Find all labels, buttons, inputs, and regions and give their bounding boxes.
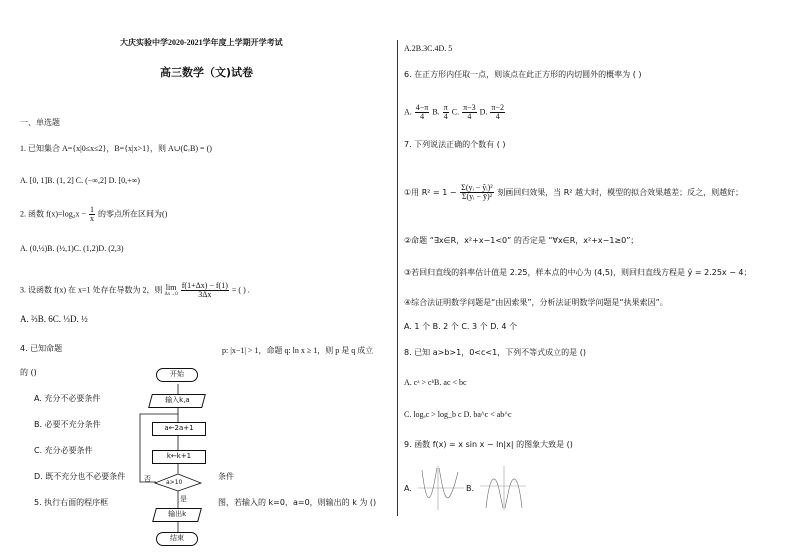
q6-option-a: [415, 104, 430, 121]
q7-statement-4: ④综合法证明数学问题是“由因索果”，分析法证明数学问题是“执果索因”。: [404, 298, 668, 307]
flow-input-label: 输入k,a: [164, 396, 190, 404]
q6-d-den: 4: [495, 112, 500, 121]
q4-option-c: C. 充分必要条件: [34, 446, 93, 455]
q5-tail: 图，若输入的 k=0，a=0，则输出的 k 为 (): [218, 498, 377, 507]
q2-options: A. (0,½)B. (½,1)C. (1,2)D. (2,3): [20, 244, 124, 253]
q1-text: 1. 已知集合 A={x|0≤x≤2}，B={x|x>1}，则 A∪(∁ᵣB) = (): [20, 144, 212, 153]
q3-frac-num: f(1+Δx) − f(1): [181, 281, 228, 290]
section-title: 一、单选题: [20, 118, 60, 127]
q6-a-num: 4−π: [415, 103, 429, 112]
q9-option-b-label: B.: [466, 484, 475, 493]
q7-s1-before: ①用 R² = 1 −: [404, 188, 457, 197]
q6-d-num: π−2: [491, 103, 504, 112]
q2-frac-num: 1: [90, 205, 95, 214]
q2-text-before: 2. 函数 f(x)=log₂x −: [20, 209, 87, 219]
q4-condition: p: |x−1| > 1，命题 q: ln x ≥ 1，则 p 是 q 成立: [222, 346, 374, 355]
q6-b-num: π: [443, 103, 448, 112]
q2-text-after: 的零点所在区间为(): [98, 209, 168, 219]
q7-options: A. 1 个 B. 2 个 C. 3 个 D. 4 个: [404, 322, 518, 331]
q6-b-den: 4: [443, 112, 448, 121]
q6-option-b: [443, 104, 449, 121]
q6-c-den: 4: [467, 112, 472, 121]
q9-option-a-label: A.: [404, 484, 412, 493]
school-title: 大庆实验中学2020-2021学年度上学期开学考试: [120, 38, 283, 47]
q7-s1-den: Σ(yᵢ − ȳ)²: [461, 192, 493, 201]
q4-option-d: D. 既不充分也不必要条件: [34, 472, 126, 481]
q7-statement-3: ③若回归直线的斜率估计值是 2.25，样本点的中心为 (4,5)，则回归直线方程是 ŷ = 2.25x − 4；: [404, 268, 752, 277]
q8-options-cd: C. logₐc > log_b c D. ba^c < ab^c: [404, 410, 512, 419]
q8-text: 8. 已知 a>b>1，0<c<1，下列不等式成立的是 (): [404, 348, 586, 357]
flow-output-label: 输出k: [168, 510, 187, 518]
q9-text: 9. 函数 f(x) = x sin x − ln|x| 的图象大致是 (): [404, 440, 573, 449]
q9-graph-b: [480, 464, 526, 510]
q5-text: 5. 执行右面的程序框: [34, 498, 109, 507]
q3-options: A. ⅔B. 6C. ⅓D. ½: [20, 314, 88, 324]
q3-text-after: = ( ) .: [231, 285, 250, 295]
column-divider: [397, 40, 398, 516]
q3-lim: lim: [165, 282, 177, 292]
q7-statement-2: ②命题 “∃x∈R，x²+x−1<0” 的否定是 “∀x∈R，x²+x−1≥0”；: [404, 236, 639, 245]
q2-frac-den: x: [90, 214, 95, 223]
q3-text-before: 3. 设函数 f(x) 在 x=1 处存在导数为 2，则: [20, 285, 163, 295]
q7-s1-num: Σ(yᵢ − ŷᵢ)²: [461, 183, 493, 192]
q4-option-a: A. 充分不必要条件: [34, 394, 101, 403]
q5-options: A.2B.3C.4D. 5: [404, 44, 453, 53]
q2-stem: [20, 206, 167, 223]
q3-lim-sub: Δx→0: [164, 291, 178, 297]
flow-step2: k←k+1: [152, 450, 206, 464]
flow-end: 结束: [156, 532, 198, 546]
flow-no-label: 否: [144, 475, 151, 483]
q6-a-den: 4: [420, 112, 425, 121]
q8-options-ab: A. cᵃ > cᵇB. ac < bc: [404, 378, 467, 387]
flow-start: 开始: [156, 368, 198, 382]
q6-c-num: π−3: [463, 103, 476, 112]
q3-stem: [20, 282, 250, 299]
flow-step1: a←2a+1: [152, 422, 206, 436]
q6-text: 6. 在正方形内任取一点，则该点在此正方形的内切圆外的概率为 ( ): [404, 70, 642, 79]
q9-graph-a: [418, 464, 464, 510]
q3-frac-den: 3Δx: [198, 290, 212, 299]
q6-option-c: [462, 104, 477, 121]
q7-text: 7. 下列说法正确的个数有 ( ): [404, 140, 506, 149]
flow-decision-label: a>10: [166, 479, 183, 486]
q7-statement-1: [404, 184, 743, 201]
q4-option-b: B. 必要不充分条件: [34, 420, 101, 429]
q4-option-d-tail: 条件: [218, 472, 234, 481]
q6-options: A. $\frac{4-\pi}{4}$ B. $\frac{\pi}{4}$ C. $\frac{\pi-3}{4}$ D. $\frac{\pi-2}{4}$: [404, 103, 504, 121]
q3-limit: [165, 284, 178, 298]
q7-s1-after: 刻画回归效果，当 R² 越大时，模型的拟合效果越差；反之，则越好；: [497, 188, 744, 197]
flow-output: [152, 508, 202, 522]
exam-title: 高三数学（文)试卷: [160, 66, 254, 79]
flow-yes-label: 是: [180, 495, 187, 503]
q3-fraction: [181, 282, 229, 299]
q6-option-d: [490, 104, 505, 121]
q4-cont: 的 (): [20, 368, 37, 377]
q1-options: A. [0, 1]B. (1, 2] C. (−∞,2] D. [0,+∞): [20, 176, 140, 185]
q2-fraction: [89, 206, 95, 223]
q4-text: 4. 已知命题: [20, 344, 63, 353]
q7-s1-fraction: [460, 184, 494, 201]
flow-input: [148, 394, 206, 408]
